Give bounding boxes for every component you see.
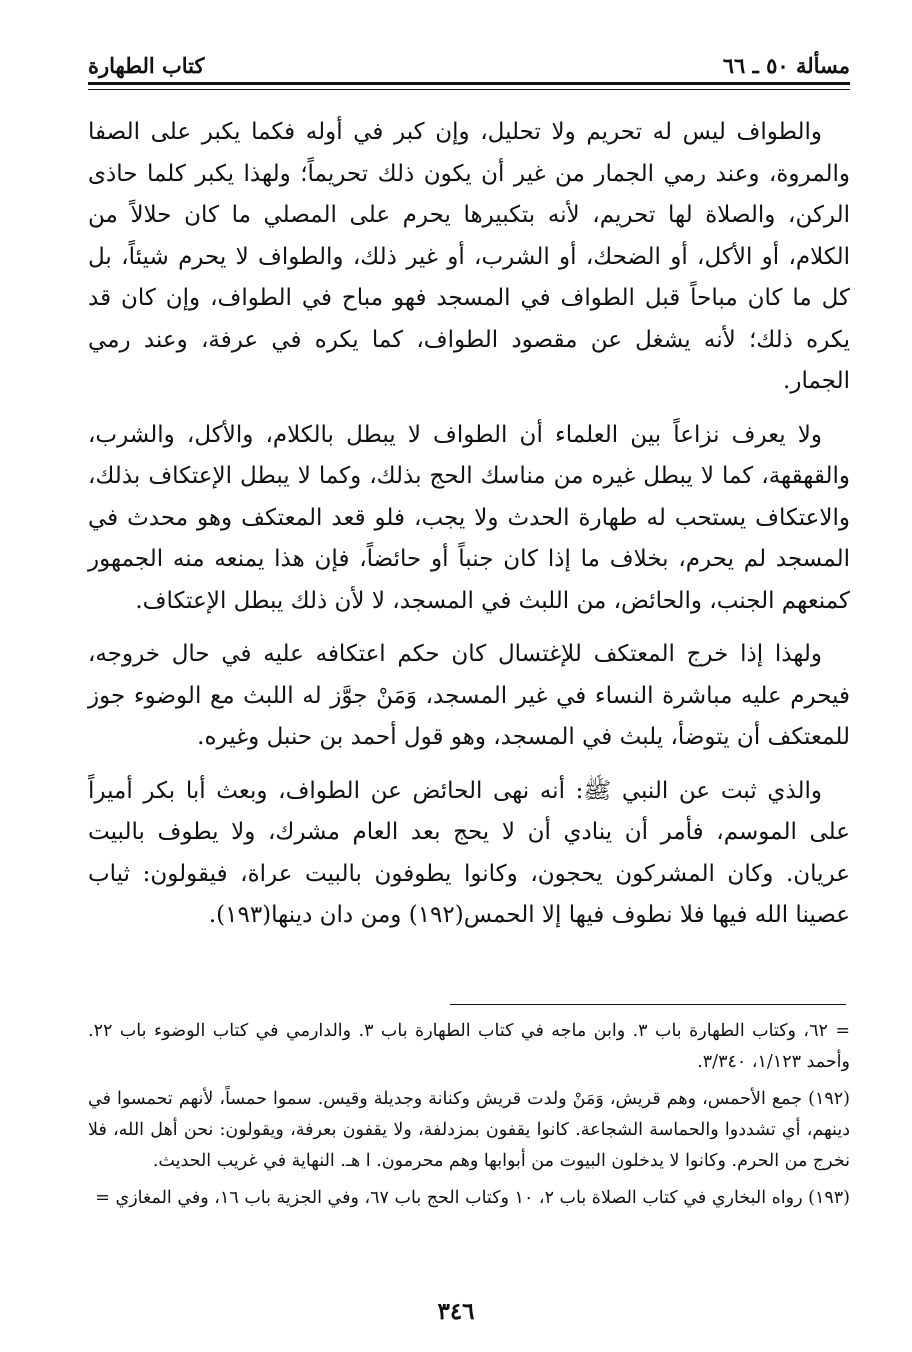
header-rule-thin: [88, 89, 850, 90]
page-number: ٣٤٦: [437, 1298, 475, 1325]
paragraph: والطواف ليس له تحريم ولا تحليل، وإن كبر في أوله فكما يكبر على الصفا والمروة، وعند رمي الجمار من غير أن يكون ذلك تحريماً؛ ولهذا يكبر كلما حاذى الركن، والصلاة لها تحريم، لأنه بتكبيرها يحرم على المصلي ما كان حلالاً من الكلام، أو الأكل، أو الضحك، أو الشرب، أو غير ذلك، والطواف لا يحرم شيئاً، بل كل ما كان مباحاً قبل الطواف في المسجد فهو مباح في الطواف، وإن كان قد يكره ذلك؛ لأنه يشغل عن مقصود الطواف، كما يكره في عرفة، وعند رمي الجمار.: [88, 119, 850, 394]
header-rule-thick: [88, 82, 850, 85]
footnotes: [88, 1016, 850, 1220]
footnote: (١٩٣) رواه البخاري في كتاب الصلاة باب ٢، ١٠ وكتاب الحج باب ٦٧، وفي الجزية باب ١٦، وفي المغازي =: [95, 1188, 850, 1208]
header-issue-number: مسألة ٥٠ ـ ٦٦: [722, 53, 850, 78]
running-header: [88, 44, 850, 78]
paragraph: والذي ثبت عن النبي ﷺ: أنه نهى الحائض عن الطواف، وبعث أبا بكر أميراً على الموسم، فأمر أن ينادي أن لا يحج بعد العام مشرك، ولا يطوف بالبيت عريان. وكان المشركون يحجون، وكانوا يطوفون بالبيت عراة، فيقولون: ثياب عصينا الله فيها فلا نطوف فيها إلا الحمس(١٩٢) ومن دان دينها(١٩٣).: [88, 777, 850, 928]
footnote: = ٦٢، وكتاب الطهارة باب ٣. وابن ماجه في كتاب الطهارة باب ٣. والدارمي في كتاب الوضوء باب ٢٢. وأحمد ١/١٢٣، ٣/٣٤٠.: [88, 1021, 850, 1072]
footnote-separator: [450, 1004, 846, 1005]
paragraph: ولهذا إذا خرج المعتكف للإغتسال كان حكم اعتكافه عليه في حال خروجه، فيحرم عليه مباشرة النساء في غير المسجد، وَمَنْ جوَّز له اللبث مع الوضوء جوز للمعتكف أن يتوضأ، يلبث في المسجد، وهو قول أحمد بن حنبل وغيره.: [88, 641, 850, 750]
paragraph: ولا يعرف نزاعاً بين العلماء أن الطواف لا يبطل بالكلام، والأكل، والشرب، والقهقهة، كما لا يبطل غيره من مناسك الحج بذلك، وكما لا يبطل الإعتكاف بذلك، والاعتكاف يستحب له طهارة الحدث ولا يجب، فلو قعد المعتكف وهو محدث في المسجد لم يحرم، بخلاف ما إذا كان جنباً أو حائضاً، فإن هذا يمنعه منه الجمهور كمنعهم الجنب، والحائض، من اللبث في المسجد، لا لأن ذلك يبطل الإعتكاف.: [88, 421, 850, 614]
header-book-title: كتاب الطهارة: [88, 53, 205, 78]
footnote: (١٩٢) جمع الأحمس، وهم قريش، وَمَنْ ولدت قريش وكنانة وجديلة وقيس. سموا حمساً، لأنهم تحمسوا في دينهم، أي تشددوا والحماسة الشجاعة. كانوا يقفون بمزدلفة، ولا يقفون بعرفة، ويقولون: نحن أهل الله، فلا نخرج من الحرم. وكانوا لا يدخلون البيوت من أبوابها وهم محرمون. ا هـ. النهاية في غريب الحديث.: [88, 1089, 850, 1171]
main-text: [88, 112, 850, 949]
